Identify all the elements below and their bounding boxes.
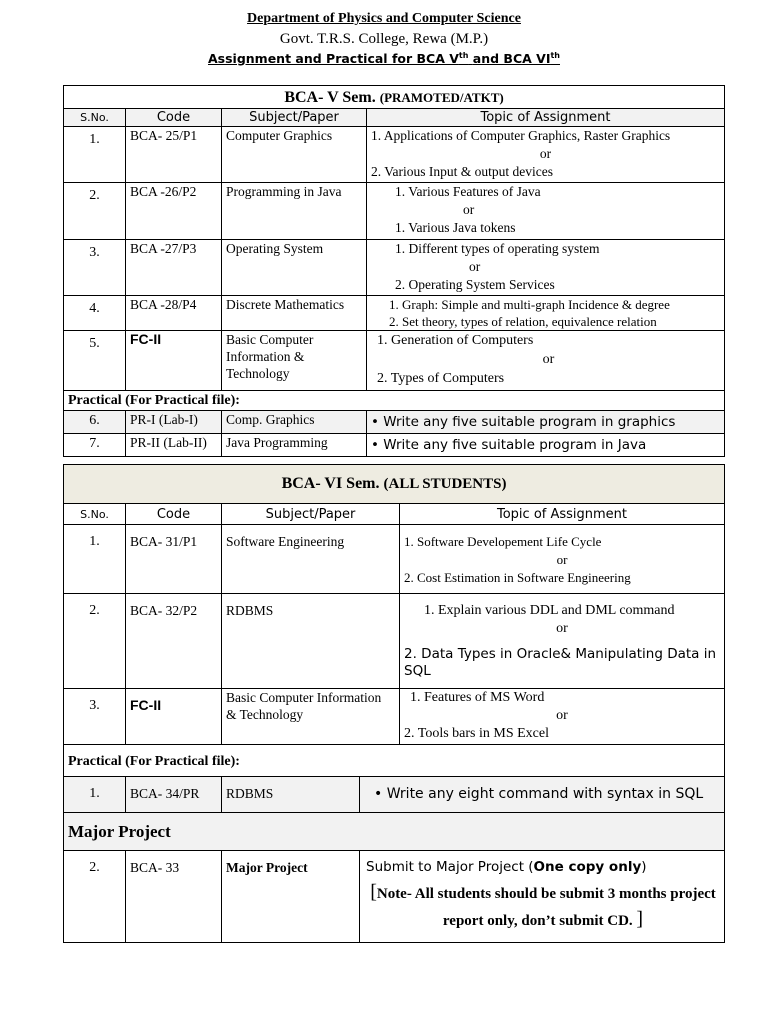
row-topic: 1. Graph: Simple and multi-graph Incidence & degree 2. Set theory, types of relation, equivalence relation bbox=[367, 296, 725, 331]
practical-label: Practical (For Practical file): bbox=[64, 745, 725, 778]
row-sno: 7. bbox=[64, 434, 126, 457]
row-subject: RDBMS bbox=[222, 777, 360, 813]
bca-v-sem-table bbox=[63, 85, 725, 457]
row-sno: 3. bbox=[64, 689, 126, 745]
row-sno: 6. bbox=[64, 411, 126, 434]
document-subtitle: Assignment and Practical for BCA Vth and BCA VIth bbox=[207, 51, 560, 67]
col-sno: S.No. bbox=[64, 504, 126, 525]
col-topic: Topic of Assignment bbox=[400, 504, 725, 525]
bca-v-sem-title: BCA- V Sem. (PRAMOTED/ATKT) bbox=[64, 86, 725, 109]
row-code: FC-II bbox=[126, 331, 222, 391]
row-code: BCA- 31/P1 bbox=[126, 525, 222, 594]
row-subject: Discrete Mathematics bbox=[222, 296, 367, 331]
row-topic: 1. Generation of Computers or 2. Types of Computers bbox=[367, 331, 725, 391]
col-subject: Subject/Paper bbox=[222, 109, 367, 127]
row-sno: 3. bbox=[64, 240, 126, 296]
row-sno: 1. bbox=[64, 127, 126, 183]
row-sno: 1. bbox=[64, 777, 126, 813]
row-topic: 1. Software Developement Life Cycle or 2. Cost Estimation in Software Engineering bbox=[400, 525, 725, 594]
bca-vi-sem-title: BCA- VI Sem. (ALL STUDENTS) bbox=[64, 465, 725, 504]
row-topic: 1. Different types of operating system or 2. Operating System Services bbox=[367, 240, 725, 296]
table-row bbox=[64, 777, 725, 813]
table-row bbox=[64, 411, 725, 434]
row-code: BCA -26/P2 bbox=[126, 183, 222, 240]
row-topic: 1. Explain various DDL and DML command or 2. Data Types in Oracle& Manipulating Data in SQL bbox=[400, 594, 725, 689]
row-subject: Programming in Java bbox=[222, 183, 367, 240]
table-row bbox=[64, 331, 725, 391]
row-topic: • Write any five suitable program in graphics bbox=[367, 411, 725, 434]
major-submit-text: Submit to Major Project (One copy only) bbox=[366, 859, 647, 875]
row-sno: 1. bbox=[64, 525, 126, 594]
col-topic: Topic of Assignment bbox=[367, 109, 725, 127]
table-row bbox=[64, 594, 725, 689]
row-code: FC-II bbox=[126, 689, 222, 745]
col-code: Code bbox=[126, 504, 222, 525]
col-subject: Subject/Paper bbox=[222, 504, 400, 525]
bca-vi-practical-table bbox=[63, 776, 725, 943]
table-row bbox=[64, 434, 725, 457]
row-code: PR-II (Lab-II) bbox=[126, 434, 222, 457]
col-code: Code bbox=[126, 109, 222, 127]
department-title: Department of Physics and Computer Science bbox=[247, 11, 521, 26]
table-row bbox=[64, 851, 725, 943]
row-subject: Software Engineering bbox=[222, 525, 400, 594]
row-code: BCA- 25/P1 bbox=[126, 127, 222, 183]
row-subject: Java Programming bbox=[222, 434, 367, 457]
major-project-label: Major Project bbox=[64, 813, 725, 851]
row-subject: Computer Graphics bbox=[222, 127, 367, 183]
row-sno: 2. bbox=[64, 183, 126, 240]
row-subject: RDBMS bbox=[222, 594, 400, 689]
row-sno: 5. bbox=[64, 331, 126, 391]
row-topic: 1. Applications of Computer Graphics, Raster Graphics or 2. Various Input & output devices bbox=[367, 127, 725, 183]
row-sno: 2. bbox=[64, 594, 126, 689]
college-name: Govt. T.R.S. College, Rewa (M.P.) bbox=[279, 31, 489, 47]
col-sno: S.No. bbox=[64, 109, 126, 127]
row-code: PR-I (Lab-I) bbox=[126, 411, 222, 434]
row-subject: Major Project bbox=[222, 851, 360, 943]
row-topic bbox=[360, 851, 725, 943]
table-row bbox=[64, 240, 725, 296]
row-subject: Comp. Graphics bbox=[222, 411, 367, 434]
row-topic: 1. Features of MS Word or 2. Tools bars in MS Excel bbox=[400, 689, 725, 745]
row-code: BCA -28/P4 bbox=[126, 296, 222, 331]
row-subject: Basic Computer Information & Technology bbox=[222, 331, 367, 391]
row-code: BCA- 33 bbox=[126, 851, 222, 943]
row-code: BCA- 32/P2 bbox=[126, 594, 222, 689]
major-note: [Note- All students should be submit 3 months project report only, don’t submit CD. ] bbox=[370, 881, 716, 930]
table-row bbox=[64, 127, 725, 183]
table-row bbox=[64, 183, 725, 240]
row-sno: 4. bbox=[64, 296, 126, 331]
row-sno: 2. bbox=[64, 851, 126, 943]
practical-label: Practical (For Practical file): bbox=[64, 391, 725, 411]
table-row bbox=[64, 296, 725, 331]
row-topic: • Write any eight command with syntax in SQL bbox=[360, 777, 725, 813]
row-subject: Basic Computer Information & Technology bbox=[222, 689, 400, 745]
row-subject: Operating System bbox=[222, 240, 367, 296]
table-row bbox=[64, 689, 725, 745]
table-row bbox=[64, 525, 725, 594]
row-topic: 1. Various Features of Java or 1. Various Java tokens bbox=[367, 183, 725, 240]
bca-vi-sem-table bbox=[63, 464, 725, 778]
row-code: BCA- 34/PR bbox=[126, 777, 222, 813]
row-topic: • Write any five suitable program in Java bbox=[367, 434, 725, 457]
row-code: BCA -27/P3 bbox=[126, 240, 222, 296]
